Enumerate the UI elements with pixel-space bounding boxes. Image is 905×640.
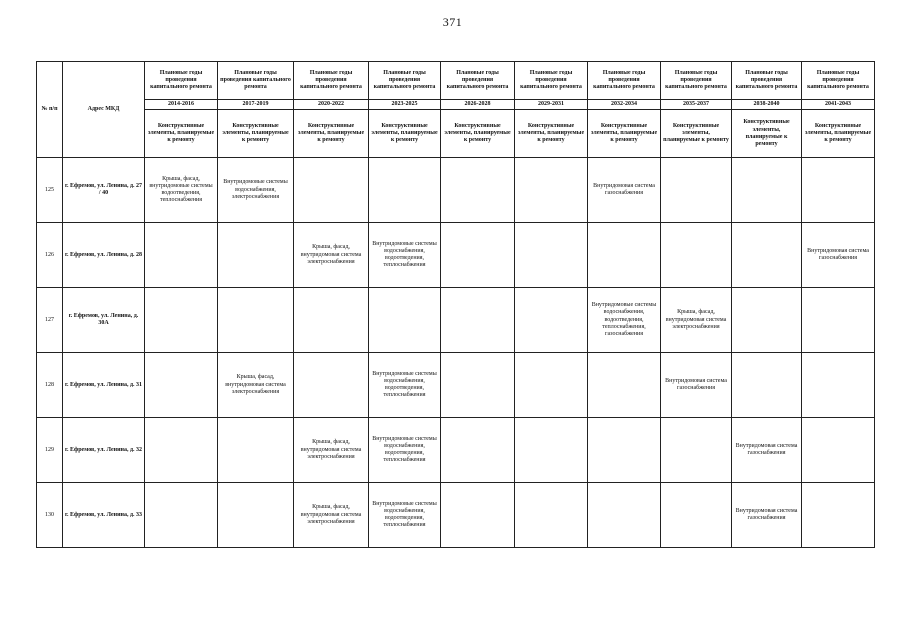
period-header: 2032-2034	[588, 100, 661, 110]
repair-elements-cell	[802, 418, 875, 483]
row-address: г. Ефремов, ул. Ленина, д. 28	[63, 223, 145, 288]
repair-elements-cell	[145, 223, 218, 288]
row-number: 125	[37, 158, 63, 223]
period-header: 2029-2031	[515, 100, 588, 110]
elements-header: Конструктивные элементы, планируемые к ремонту	[732, 110, 802, 158]
repair-elements-cell	[732, 158, 802, 223]
period-header: 2026-2028	[441, 100, 515, 110]
row-number: 130	[37, 483, 63, 548]
period-header: 2017-2019	[218, 100, 294, 110]
repair-elements-cell	[802, 353, 875, 418]
capital-repair-table	[36, 61, 875, 548]
planned-years-header: Плановые годы проведения капитального ремонта	[732, 62, 802, 100]
elements-header: Конструктивные элементы, планируемые к ремонту	[145, 110, 218, 158]
address-column-header: Адрес МКД	[63, 62, 145, 158]
table-body	[37, 158, 875, 548]
repair-elements-cell	[441, 483, 515, 548]
planned-years-header: Плановые годы проведения капитального ремонта	[369, 62, 441, 100]
row-address: г. Ефремов, ул. Ленина, д. 33	[63, 483, 145, 548]
elements-header: Конструктивные элементы, планируемые к ремонту	[661, 110, 732, 158]
page-number: 371	[442, 15, 463, 29]
repair-elements-cell: Внутридомовая система газоснабжения	[732, 483, 802, 548]
repair-elements-cell: Внутридомовые системы водоснабжения, водоотведения, теплоснабжения	[369, 223, 441, 288]
repair-elements-cell	[515, 158, 588, 223]
planned-years-header: Плановые годы проведения капитального ремонта	[661, 62, 732, 100]
repair-elements-cell	[145, 483, 218, 548]
repair-elements-cell: Внутридомовая система газоснабжения	[802, 223, 875, 288]
repair-elements-cell	[661, 418, 732, 483]
period-header: 2020-2022	[294, 100, 369, 110]
repair-elements-cell	[294, 353, 369, 418]
repair-elements-cell	[732, 288, 802, 353]
repair-elements-cell: Крыша, фасад, внутридомовая система электроснабжения	[294, 223, 369, 288]
repair-elements-cell	[588, 483, 661, 548]
repair-elements-cell	[441, 223, 515, 288]
period-header: 2014-2016	[145, 100, 218, 110]
repair-elements-cell	[218, 288, 294, 353]
repair-elements-cell	[441, 353, 515, 418]
table-header	[37, 62, 875, 158]
table-row	[37, 288, 875, 353]
repair-elements-cell	[218, 483, 294, 548]
repair-elements-cell	[441, 158, 515, 223]
repair-elements-cell	[802, 158, 875, 223]
repair-elements-cell	[515, 223, 588, 288]
planned-years-header: Плановые годы проведения капитального ремонта	[441, 62, 515, 100]
repair-elements-cell: Внутридомовые системы водоснабжения, водоотведения, теплоснабжения	[369, 353, 441, 418]
elements-header: Конструктивные элементы, планируемые к ремонту	[369, 110, 441, 158]
repair-elements-cell	[661, 223, 732, 288]
elements-header: Конструктивные элементы, планируемые к ремонту	[294, 110, 369, 158]
repair-elements-cell	[661, 483, 732, 548]
repair-elements-cell	[588, 353, 661, 418]
repair-elements-cell	[515, 288, 588, 353]
period-header: 2038-2040	[732, 100, 802, 110]
period-header: 2035-2037	[661, 100, 732, 110]
elements-header: Конструктивные элементы, планируемые к ремонту	[802, 110, 875, 158]
repair-elements-cell: Внутридомовые системы водоснабжения, водоотведения, теплоснабжения	[369, 418, 441, 483]
repair-elements-cell: Внутридомовые системы водоснабжения, водоотведения, теплоснабжения	[369, 483, 441, 548]
repair-elements-cell	[294, 158, 369, 223]
row-address: г. Ефремов, ул. Ленина, д. 31	[63, 353, 145, 418]
period-header: 2041-2043	[802, 100, 875, 110]
repair-elements-cell	[441, 288, 515, 353]
row-number: 128	[37, 353, 63, 418]
repair-elements-cell	[145, 288, 218, 353]
planned-years-header: Плановые годы проведения капитального ремонта	[218, 62, 294, 100]
table-row	[37, 418, 875, 483]
row-address: г. Ефремов, ул. Ленина, д. 32	[63, 418, 145, 483]
repair-elements-cell	[802, 288, 875, 353]
repair-elements-cell	[294, 288, 369, 353]
repair-elements-cell: Крыша, фасад, внутридомовая система электроснабжения	[294, 418, 369, 483]
repair-elements-cell	[588, 418, 661, 483]
elements-header: Конструктивные элементы, планируемые к ремонту	[588, 110, 661, 158]
repair-elements-cell	[732, 353, 802, 418]
repair-elements-cell: Внутридомовая система газоснабжения	[588, 158, 661, 223]
elements-header: Конструктивные элементы, планируемые к ремонту	[441, 110, 515, 158]
planned-years-header: Плановые годы проведения капитального ремонта	[515, 62, 588, 100]
num-column-header: № п/п	[37, 62, 63, 158]
repair-elements-cell: Внутридомовые системы водоснабжения, электроснабжения	[218, 158, 294, 223]
elements-header: Конструктивные элементы, планируемые к ремонту	[515, 110, 588, 158]
repair-elements-cell	[802, 483, 875, 548]
repair-elements-cell	[369, 158, 441, 223]
repair-elements-cell	[218, 418, 294, 483]
table-row	[37, 158, 875, 223]
repair-elements-cell	[369, 288, 441, 353]
repair-elements-cell	[218, 223, 294, 288]
repair-elements-cell	[515, 353, 588, 418]
row-address: г. Ефремов, ул. Ленина, д. 27 / 40	[63, 158, 145, 223]
planned-years-header: Плановые годы проведения капитального ремонта	[802, 62, 875, 100]
table-row	[37, 223, 875, 288]
elements-header: Конструктивные элементы, планируемые к ремонту	[218, 110, 294, 158]
planned-years-header: Плановые годы проведения капитального ремонта	[588, 62, 661, 100]
repair-elements-cell: Крыша, фасад, внутридомовые системы водоотведения, теплоснабжения	[145, 158, 218, 223]
row-number: 126	[37, 223, 63, 288]
row-number: 127	[37, 288, 63, 353]
repair-elements-cell	[145, 353, 218, 418]
repair-elements-cell: Крыша, фасад, внутридомовая система электроснабжения	[661, 288, 732, 353]
planned-years-header: Плановые годы проведения капитального ремонта	[145, 62, 218, 100]
repair-elements-cell	[441, 418, 515, 483]
repair-elements-cell: Внутридомовая система газоснабжения	[732, 418, 802, 483]
period-header: 2023-2025	[369, 100, 441, 110]
repair-elements-cell	[515, 483, 588, 548]
repair-elements-cell: Внутридомовая система газоснабжения	[661, 353, 732, 418]
table-row	[37, 483, 875, 548]
repair-elements-cell	[588, 223, 661, 288]
repair-elements-cell: Крыша, фасад, внутридомовая система электроснабжения	[294, 483, 369, 548]
repair-elements-cell: Крыша, фасад, внутридомовая система электроснабжения	[218, 353, 294, 418]
repair-elements-cell	[661, 158, 732, 223]
repair-elements-cell: Внутридомовые системы водоснабжения, водоотведения, теплоснабжения, газоснабжения	[588, 288, 661, 353]
row-number: 129	[37, 418, 63, 483]
table-row	[37, 353, 875, 418]
repair-elements-cell	[145, 418, 218, 483]
row-address: г. Ефремов, ул. Ленина, д. 30А	[63, 288, 145, 353]
repair-elements-cell	[515, 418, 588, 483]
planned-years-header: Плановые годы проведения капитального ремонта	[294, 62, 369, 100]
repair-elements-cell	[732, 223, 802, 288]
